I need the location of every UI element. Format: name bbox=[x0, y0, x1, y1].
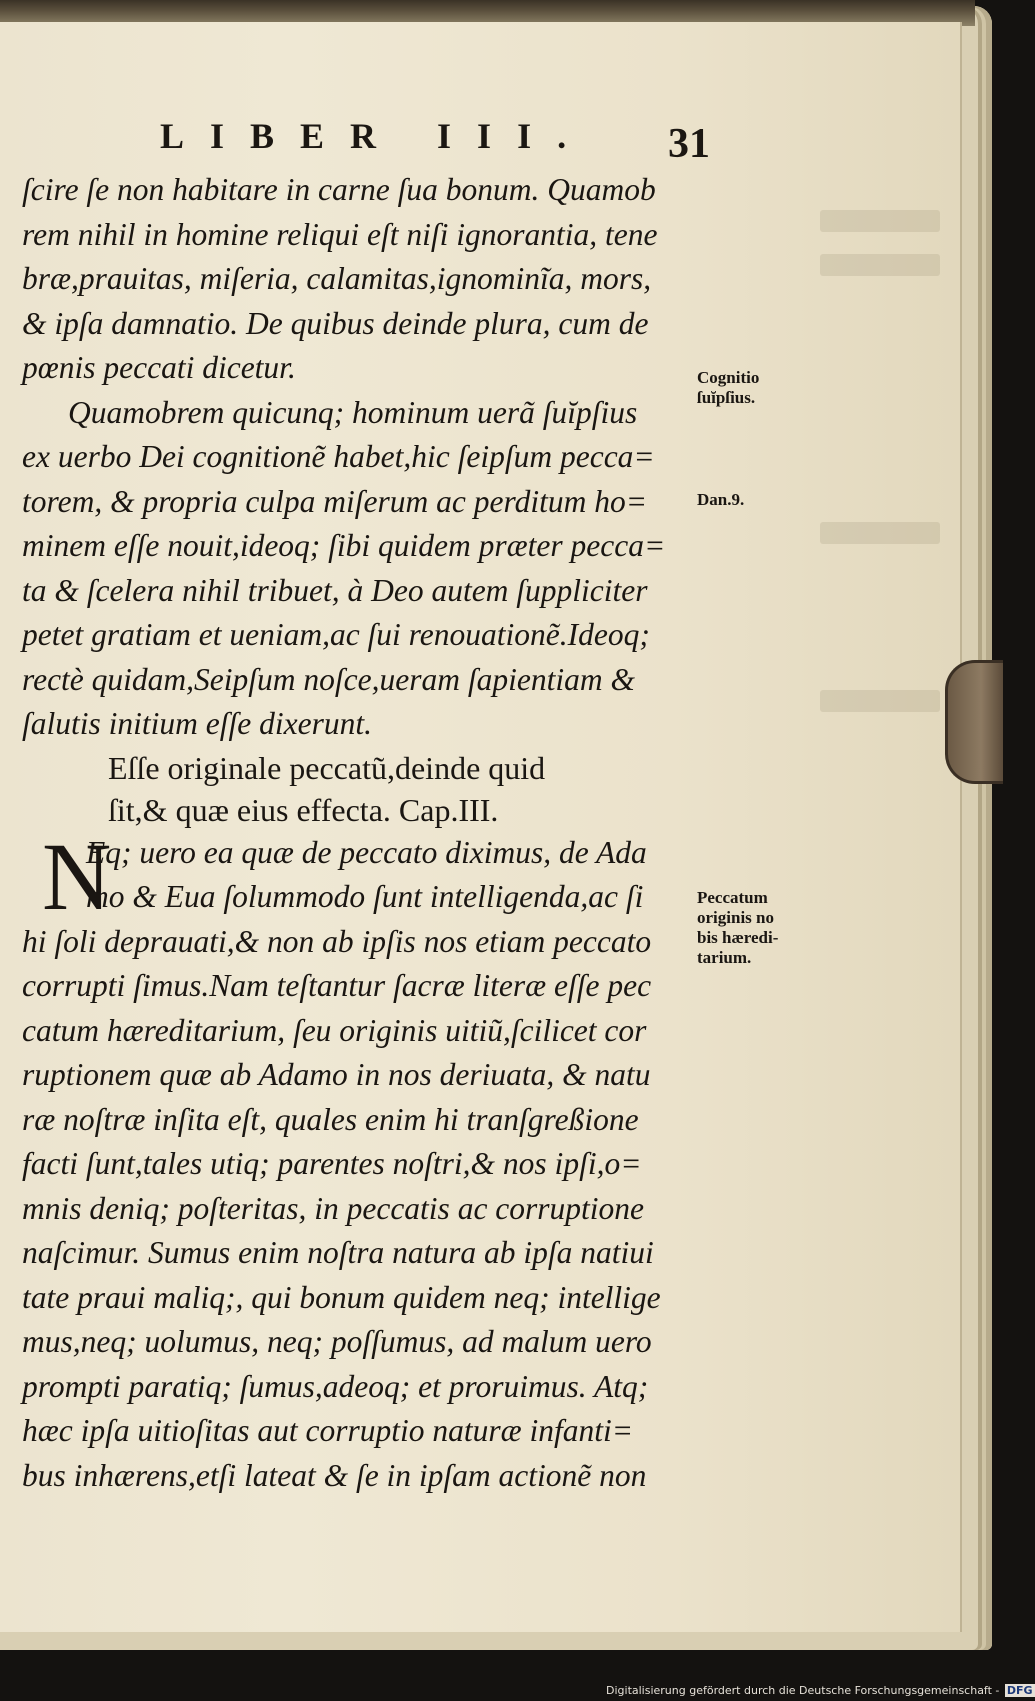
book-clasp bbox=[945, 660, 1003, 784]
text-line: facti ſunt,tales utiq; parentes noſtri,& nos ipſi,o= bbox=[22, 1146, 642, 1181]
text-line: torem, & propria culpa miſerum ac perditum ho= bbox=[22, 483, 647, 519]
text-line: mus,neq; uolumus, neq; poſſumus, ad malum uero bbox=[22, 1324, 652, 1359]
text-line: bræ,prauitas, miſeria, calamitas,ignominĩa, mors, bbox=[22, 261, 652, 296]
text-line: naſcimur. Sumus enim noſtra natura ab ipſa natiui bbox=[22, 1235, 654, 1270]
chapter-heading-line: Eſſe originale peccatũ,deinde quid bbox=[108, 749, 546, 786]
text-line: corrupti ſimus.Nam teſtantur ſacræ literæ eſſe pec bbox=[22, 968, 652, 1003]
text-line: ruptionem quæ ab Adamo in nos deriuata, & natu bbox=[22, 1057, 651, 1092]
show-through-text bbox=[820, 522, 940, 544]
main-text-block bbox=[22, 168, 712, 1498]
text-line: ræ noſtræ inſita eſt, quales enim hi tranſgreßione bbox=[22, 1101, 639, 1137]
credit-text: Digitalisierung gefördert durch die Deutsche Forschungsgemeinschaft - bbox=[606, 1684, 1000, 1697]
text-line: rem nihil in homine reliqui eſt niſi ignorantia, tene bbox=[22, 216, 658, 252]
text-line: ex uerbo Dei cognitionẽ habet,hic ſeipſum pecca= bbox=[22, 439, 655, 474]
text-line: Quamobrem quicunq; hominum uerã ſuĭpſius bbox=[68, 394, 638, 430]
dfg-logo-icon: DFG bbox=[1006, 1684, 1033, 1697]
text-line: & ipſa damnatio. De quibus deinde plura, cum de bbox=[22, 305, 649, 341]
digitization-credit bbox=[606, 1684, 1035, 1697]
show-through-text bbox=[820, 690, 940, 712]
text-line: bus inhærens,etſi lateat & ſe in ipſam actionẽ non bbox=[22, 1457, 647, 1493]
dropcap-paragraph bbox=[22, 822, 712, 930]
text-line: prompti paratiq; ſumus,adeoq; et proruimus. Atq; bbox=[22, 1368, 649, 1404]
text-line: mo & Eua ſolummodo ſunt intelligenda,ac ſi bbox=[86, 879, 644, 914]
margin-note-dan: Dan.9. bbox=[697, 490, 745, 509]
text-line: Eq; uero ea quæ de peccato diximus, de Ada bbox=[86, 834, 647, 870]
text-line: hi ſoli deprauati,& non ab ipſis nos etiam peccato bbox=[22, 923, 652, 959]
margin-note-peccatum: Peccatum originis no bis hæredi- tarium. bbox=[697, 888, 779, 967]
text-line: minem eſſe nouit,ideoq; ſibi quidem præter pecca= bbox=[22, 528, 666, 563]
show-through-text bbox=[820, 254, 940, 276]
text-line: tate praui maliq;, qui bonum quidem neq; intellige bbox=[22, 1279, 661, 1315]
text-line: ta & ſcelera nihil tribuet, à Deo autem ſuppliciter bbox=[22, 572, 648, 608]
margin-note-cognitio: Cognitio ſuĭpſius. bbox=[697, 368, 760, 407]
running-title: LIBER III. bbox=[160, 116, 593, 156]
drop-capital: N bbox=[42, 822, 112, 930]
chapter-heading bbox=[22, 747, 712, 831]
text-line: catum hæreditarium, ſeu originis uitiũ,ſcilicet cor bbox=[22, 1012, 647, 1048]
text-line: ſcire ſe non habitare in carne ſua bonum. Quamob bbox=[22, 172, 656, 207]
text-line: mnis deniq; poſteritas, in peccatis ac corruptione bbox=[22, 1190, 645, 1226]
show-through-text bbox=[820, 210, 940, 232]
text-line: petet gratiam et ueniam,ac ſui renouationẽ.Ideoq; bbox=[22, 617, 650, 652]
text-line: hæc ipſa uitioſitas aut corruptio naturæ infanti= bbox=[22, 1413, 634, 1448]
page-number: 31 bbox=[668, 121, 710, 167]
text-line: ſalutis initium eſſe dixerunt. bbox=[22, 706, 372, 741]
chapter-heading-line: ſit,& quæ eius effecta. Cap.III. bbox=[108, 791, 499, 828]
text-line: rectè quidam,Seipſum noſce,ueram ſapientiam & bbox=[22, 661, 635, 697]
text-line: pœnis peccati dicetur. bbox=[22, 350, 296, 385]
